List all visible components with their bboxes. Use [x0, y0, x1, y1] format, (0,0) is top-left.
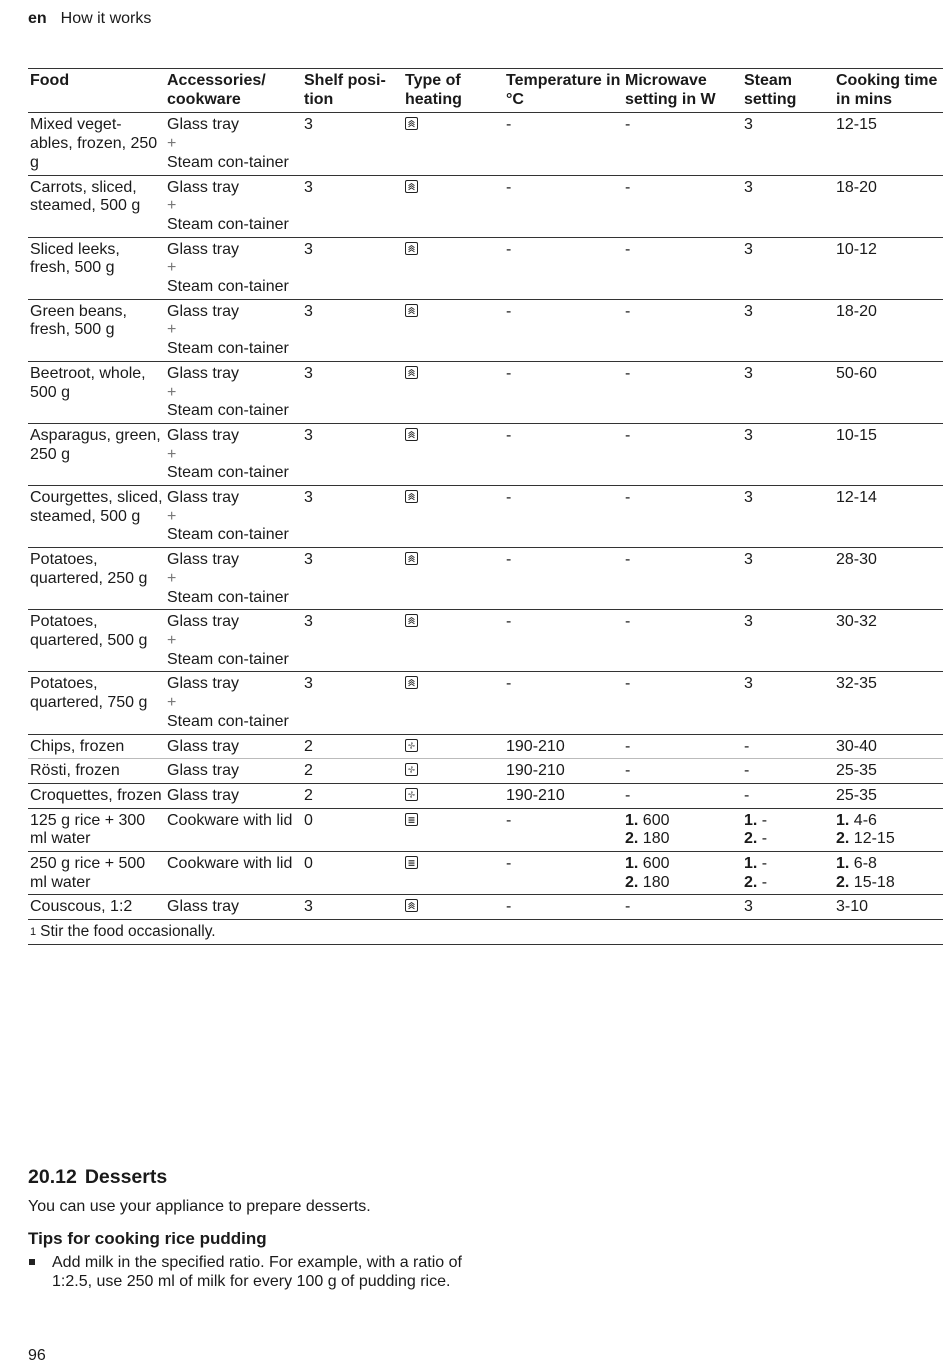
food-cell: 250 g rice + 500 ml water: [28, 852, 165, 895]
tips-list: [28, 1253, 468, 1291]
footnote: [28, 920, 943, 945]
heating-cell: [403, 113, 504, 175]
step-value: 15-18: [853, 873, 895, 891]
hot-air-fan-icon: [405, 788, 418, 801]
temperature-cell: -: [504, 423, 623, 485]
accessories-cell: [165, 237, 302, 299]
table-row: [28, 808, 943, 851]
time-cell: 30-32: [834, 610, 943, 672]
accessories-cell: Cookware with lid: [165, 852, 302, 895]
microwave-cell: -: [623, 299, 742, 361]
accessories-cell: [165, 423, 302, 485]
accessory-secondary: Steam con-tainer: [167, 340, 289, 358]
hot-air-fan-icon: [405, 739, 418, 752]
steam-icon: [405, 490, 418, 503]
step-value: 6-8: [853, 855, 877, 873]
accessory-primary: Glass tray: [167, 178, 240, 196]
steam-icon: [405, 676, 418, 689]
hot-air-fan-icon: [405, 763, 418, 776]
col-header-temperature: Temperature in °C: [504, 69, 623, 113]
accessories-cell: [165, 672, 302, 734]
step-label: 1.: [744, 811, 758, 829]
time-cell: [834, 852, 943, 895]
food-cell: Potatoes, quartered, 500 g: [28, 610, 165, 672]
accessories-cell: [165, 548, 302, 610]
step-value: 180: [642, 873, 670, 891]
accessory-primary: Glass tray: [167, 240, 240, 258]
steam-cell: 3: [742, 548, 834, 610]
steam-cell: 3: [742, 299, 834, 361]
table-row: [28, 852, 943, 895]
steam-icon: [405, 366, 418, 379]
heating-cell: [403, 486, 504, 548]
time-cell: 30-40: [834, 734, 943, 759]
steam-cell: 3: [742, 113, 834, 175]
step-label: 1.: [836, 855, 850, 873]
steam-icon: [405, 117, 418, 130]
accessories-cell: [165, 299, 302, 361]
table-row: [28, 759, 943, 784]
accessory-primary: Glass tray: [167, 116, 240, 134]
temperature-cell: 190-210: [504, 783, 623, 808]
microwave-cell: -: [623, 734, 742, 759]
microwave-cell: -: [623, 361, 742, 423]
accessories-cell: [165, 113, 302, 175]
food-cell: Couscous, 1:2: [28, 895, 165, 920]
food-cell: Mixed veget-ables, frozen, 250 g: [28, 113, 165, 175]
shelf-cell: 2: [302, 783, 403, 808]
time-cell: 25-35: [834, 783, 943, 808]
table-header-row: [28, 69, 943, 113]
heating-cell: [403, 852, 504, 895]
steam-cell: -: [742, 734, 834, 759]
step-label: 2.: [744, 830, 758, 848]
temperature-cell: 190-210: [504, 759, 623, 784]
step-value: -: [761, 873, 768, 891]
table-row: [28, 734, 943, 759]
temperature-cell: -: [504, 486, 623, 548]
footnote-text: Stir the food occasionally.: [40, 923, 216, 941]
food-cell: Rösti, frozen: [28, 759, 165, 784]
accessories-cell: [165, 610, 302, 672]
accessory-secondary: Steam con-tainer: [167, 215, 289, 233]
accessories-cell: [165, 175, 302, 237]
temperature-cell: -: [504, 113, 623, 175]
shelf-cell: 2: [302, 759, 403, 784]
accessory-secondary: Steam con-tainer: [167, 526, 289, 544]
accessory-secondary: Steam con-tainer: [167, 278, 289, 296]
time-cell: 25-35: [834, 759, 943, 784]
steam-cell: 3: [742, 610, 834, 672]
food-cell: Asparagus, green, 250 g: [28, 423, 165, 485]
steam-cell: 3: [742, 672, 834, 734]
food-cell: Courgettes, sliced, steamed, 500 g: [28, 486, 165, 548]
time-cell: 3-10: [834, 895, 943, 920]
shelf-cell: 3: [302, 299, 403, 361]
page-number: 96: [28, 1347, 46, 1364]
time-cell: 18-20: [834, 175, 943, 237]
food-cell: Chips, frozen: [28, 734, 165, 759]
microwave-steam-icon: [405, 813, 418, 826]
steam-cell: 3: [742, 423, 834, 485]
accessory-primary: Glass tray: [167, 489, 240, 507]
heating-cell: [403, 237, 504, 299]
heating-cell: [403, 734, 504, 759]
heating-cell: [403, 808, 504, 851]
col-header-heating: Type of heating: [403, 69, 504, 113]
table-row: [28, 237, 943, 299]
temperature-cell: 190-210: [504, 734, 623, 759]
bullet-square-icon: [29, 1259, 35, 1265]
accessory-primary: Glass tray: [167, 426, 240, 444]
shelf-cell: 3: [302, 486, 403, 548]
col-header-accessories: Accessories/ cookware: [165, 69, 302, 113]
food-cell: Potatoes, quartered, 250 g: [28, 548, 165, 610]
list-item: [28, 1253, 468, 1291]
shelf-cell: 3: [302, 113, 403, 175]
heating-cell: [403, 548, 504, 610]
cooking-table: [28, 68, 943, 945]
accessories-cell: Glass tray: [165, 895, 302, 920]
accessory-secondary: Steam con-tainer: [167, 402, 289, 420]
step-label: 1.: [625, 855, 639, 873]
microwave-cell: -: [623, 175, 742, 237]
food-cell: 125 g rice + 300 ml water: [28, 808, 165, 851]
step-value: 180: [642, 830, 670, 848]
heating-cell: [403, 759, 504, 784]
time-cell: 10-15: [834, 423, 943, 485]
col-header-time: Cooking time in mins: [834, 69, 943, 113]
accessory-secondary: Steam con-tainer: [167, 650, 289, 668]
accessory-secondary: Steam con-tainer: [167, 588, 289, 606]
microwave-cell: [623, 852, 742, 895]
time-cell: 12-14: [834, 486, 943, 548]
table-row: [28, 361, 943, 423]
temperature-cell: -: [504, 610, 623, 672]
steam-cell: 3: [742, 175, 834, 237]
header-section: How it works: [60, 10, 152, 27]
table-row: [28, 783, 943, 808]
plus-sign: +: [167, 321, 177, 339]
microwave-cell: -: [623, 610, 742, 672]
shelf-cell: 2: [302, 734, 403, 759]
food-cell: Croquettes, frozen: [28, 783, 165, 808]
step-label: 2.: [836, 873, 850, 891]
step-label: 1.: [625, 811, 639, 829]
microwave-cell: -: [623, 237, 742, 299]
accessories-cell: Cookware with lid: [165, 808, 302, 851]
section-name: Desserts: [84, 1166, 168, 1188]
step-value: 4-6: [853, 811, 877, 829]
page-header: [28, 10, 151, 28]
microwave-cell: -: [623, 759, 742, 784]
steam-cell: 3: [742, 895, 834, 920]
temperature-cell: -: [504, 237, 623, 299]
step-value: 600: [642, 855, 670, 873]
accessory-primary: Glass tray: [167, 675, 240, 693]
time-cell: 28-30: [834, 548, 943, 610]
tips-title: Tips for cooking rice pudding: [28, 1229, 267, 1248]
steam-icon: [405, 552, 418, 565]
steam-cell: -: [742, 759, 834, 784]
temperature-cell: -: [504, 175, 623, 237]
time-cell: 10-12: [834, 237, 943, 299]
table-row: [28, 486, 943, 548]
table-row: [28, 548, 943, 610]
table-row: [28, 895, 943, 920]
accessory-primary: Glass tray: [167, 364, 240, 382]
table-row: [28, 299, 943, 361]
food-cell: Carrots, sliced, steamed, 500 g: [28, 175, 165, 237]
tip-text: Add milk in the specified ratio. For example, with a ratio of 1:2.5, use 250 ml of milk for every 100 g of pudding rice.: [52, 1254, 462, 1290]
table-body: [28, 113, 943, 944]
plus-sign: +: [167, 507, 177, 525]
microwave-cell: -: [623, 672, 742, 734]
shelf-cell: 3: [302, 423, 403, 485]
step-label: 1.: [836, 811, 850, 829]
time-cell: 50-60: [834, 361, 943, 423]
plus-sign: +: [167, 383, 177, 401]
table-row: [28, 113, 943, 175]
steam-cell: [742, 808, 834, 851]
steam-cell: -: [742, 783, 834, 808]
step-value: 12-15: [853, 830, 895, 848]
heating-cell: [403, 361, 504, 423]
accessories-cell: Glass tray: [165, 783, 302, 808]
accessory-secondary: Steam con-tainer: [167, 464, 289, 482]
table-row: [28, 672, 943, 734]
food-cell: Sliced leeks, fresh, 500 g: [28, 237, 165, 299]
accessories-cell: [165, 486, 302, 548]
col-header-shelf: Shelf posi-tion: [302, 69, 403, 113]
plus-sign: +: [167, 445, 177, 463]
col-header-steam: Steam setting: [742, 69, 834, 113]
heating-cell: [403, 783, 504, 808]
shelf-cell: 0: [302, 852, 403, 895]
footnote-mark: 1: [30, 926, 37, 939]
heating-cell: [403, 175, 504, 237]
steam-cell: 3: [742, 486, 834, 548]
steam-cell: [742, 852, 834, 895]
steam-icon: [405, 614, 418, 627]
accessories-cell: Glass tray: [165, 734, 302, 759]
step-label: 2.: [625, 830, 639, 848]
steam-icon: [405, 899, 418, 912]
time-cell: [834, 808, 943, 851]
heating-cell: [403, 423, 504, 485]
time-cell: 18-20: [834, 299, 943, 361]
microwave-cell: -: [623, 423, 742, 485]
temperature-cell: -: [504, 852, 623, 895]
section-number: 20.12: [28, 1166, 77, 1188]
microwave-cell: -: [623, 783, 742, 808]
accessories-cell: Glass tray: [165, 759, 302, 784]
accessory-primary: Glass tray: [167, 302, 240, 320]
temperature-cell: -: [504, 299, 623, 361]
time-cell: 32-35: [834, 672, 943, 734]
shelf-cell: 3: [302, 610, 403, 672]
steam-icon: [405, 428, 418, 441]
shelf-cell: 0: [302, 808, 403, 851]
language-code: en: [28, 10, 47, 27]
microwave-cell: -: [623, 113, 742, 175]
plus-sign: +: [167, 631, 177, 649]
section-title: [28, 1166, 167, 1189]
step-value: 600: [642, 811, 670, 829]
food-cell: Potatoes, quartered, 750 g: [28, 672, 165, 734]
microwave-cell: [623, 808, 742, 851]
microwave-cell: -: [623, 548, 742, 610]
step-value: -: [761, 811, 768, 829]
microwave-cell: -: [623, 895, 742, 920]
step-value: -: [761, 855, 768, 873]
temperature-cell: -: [504, 808, 623, 851]
heating-cell: [403, 299, 504, 361]
shelf-cell: 3: [302, 672, 403, 734]
time-cell: 12-15: [834, 113, 943, 175]
step-label: 2.: [836, 830, 850, 848]
shelf-cell: 3: [302, 175, 403, 237]
shelf-cell: 3: [302, 361, 403, 423]
temperature-cell: -: [504, 548, 623, 610]
plus-sign: +: [167, 135, 177, 153]
steam-icon: [405, 304, 418, 317]
shelf-cell: 3: [302, 548, 403, 610]
table-row: [28, 175, 943, 237]
accessories-cell: [165, 361, 302, 423]
step-label: 1.: [744, 855, 758, 873]
accessory-primary: Glass tray: [167, 613, 240, 631]
accessory-secondary: Steam con-tainer: [167, 712, 289, 730]
steam-icon: [405, 242, 418, 255]
steam-cell: 3: [742, 237, 834, 299]
temperature-cell: -: [504, 672, 623, 734]
col-header-food: Food: [28, 69, 165, 113]
temperature-cell: -: [504, 361, 623, 423]
footnote-row: [28, 920, 943, 945]
accessory-secondary: Steam con-tainer: [167, 153, 289, 171]
steam-icon: [405, 180, 418, 193]
plus-sign: +: [167, 569, 177, 587]
step-label: 2.: [744, 873, 758, 891]
shelf-cell: 3: [302, 895, 403, 920]
col-header-microwave: Microwave setting in W: [623, 69, 742, 113]
plus-sign: +: [167, 197, 177, 215]
table-row: [28, 610, 943, 672]
heating-cell: [403, 895, 504, 920]
plus-sign: +: [167, 259, 177, 277]
food-cell: Green beans, fresh, 500 g: [28, 299, 165, 361]
heating-cell: [403, 610, 504, 672]
plus-sign: +: [167, 694, 177, 712]
accessory-primary: Glass tray: [167, 551, 240, 569]
steam-cell: 3: [742, 361, 834, 423]
microwave-cell: -: [623, 486, 742, 548]
shelf-cell: 3: [302, 237, 403, 299]
step-label: 2.: [625, 873, 639, 891]
heating-cell: [403, 672, 504, 734]
section-intro: You can use your appliance to prepare desserts.: [28, 1198, 371, 1215]
microwave-steam-icon: [405, 856, 418, 869]
step-value: -: [761, 830, 768, 848]
temperature-cell: -: [504, 895, 623, 920]
table-row: [28, 423, 943, 485]
food-cell: Beetroot, whole, 500 g: [28, 361, 165, 423]
